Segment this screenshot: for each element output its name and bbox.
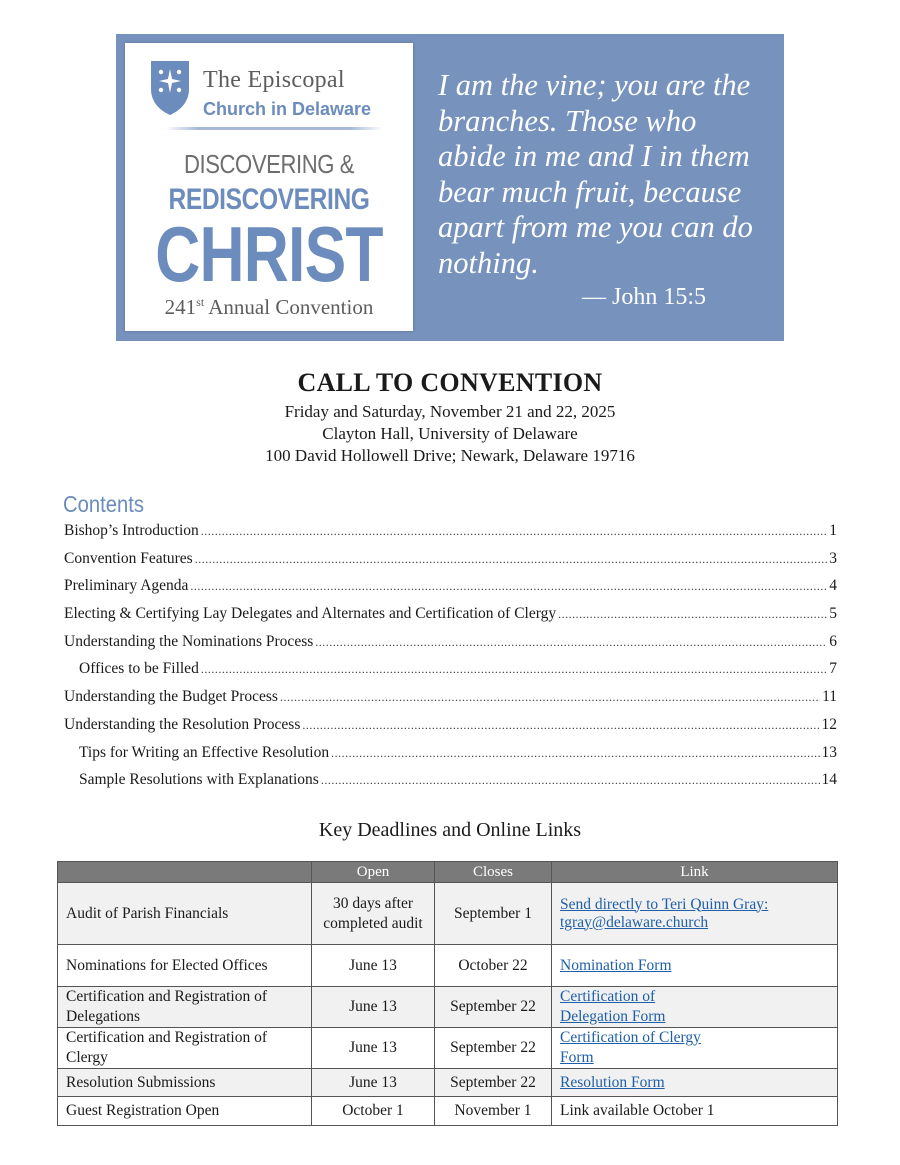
row-item: Nominations for Elected Offices xyxy=(58,945,312,987)
toc-entry-label: Understanding the Budget Process xyxy=(64,688,278,706)
toc-entry-label: Sample Resolutions with Explanations xyxy=(79,771,319,789)
toc-entry-label: Bishop’s Introduction xyxy=(64,522,199,539)
row-link-cell xyxy=(552,883,838,945)
header-link: Link xyxy=(552,862,838,883)
row-link-text: Link available October 1 xyxy=(552,1097,838,1126)
toc-entry-page: 1 xyxy=(829,522,837,539)
toc-entry[interactable] xyxy=(64,660,837,688)
scripture-citation: — John 15:5 xyxy=(582,284,707,310)
logo-divider xyxy=(165,127,383,130)
header-closes: Closes xyxy=(435,862,552,883)
row-open: June 13 xyxy=(312,1069,435,1097)
table-row xyxy=(58,945,838,987)
toc-entry[interactable] xyxy=(64,633,837,661)
toc-entry[interactable] xyxy=(64,716,837,744)
row-closes: September 22 xyxy=(435,1069,552,1097)
theme-line-3: CHRIST xyxy=(155,210,383,298)
toc-leader-dots xyxy=(280,688,820,706)
convention-label xyxy=(125,295,413,320)
row-closes: September 1 xyxy=(435,883,552,945)
resolution-form-link[interactable]: Resolution Form xyxy=(560,1073,665,1091)
convention-suffix: st xyxy=(196,295,205,309)
shield-cross-icon xyxy=(149,59,191,117)
row-closes: October 22 xyxy=(435,945,552,987)
convention-venue: Clayton Hall, University of Delaware xyxy=(322,424,578,443)
header-item xyxy=(58,862,312,883)
row-link-cell xyxy=(552,1069,838,1097)
toc-leader-dots xyxy=(190,577,827,595)
deadlines-heading: Key Deadlines and Online Links xyxy=(318,819,582,841)
nomination-form-link[interactable]: Nomination Form xyxy=(560,956,672,974)
page-title: CALL TO CONVENTION xyxy=(297,368,603,397)
toc-entry-page: 11 xyxy=(822,688,837,706)
row-item: Certification and Registration of Delegations xyxy=(58,987,312,1028)
toc-entry-page: 5 xyxy=(829,605,837,623)
row-open: 30 days after completed audit xyxy=(312,883,435,945)
toc-leader-dots xyxy=(558,605,827,623)
theme-line-1: DISCOVERING & xyxy=(183,149,355,179)
row-link-cell xyxy=(552,945,838,987)
delegation-certification-link[interactable]: Certification of Delegation Form xyxy=(560,988,666,1025)
convention-address: 100 David Hollowell Drive; Newark, Delaware 19716 xyxy=(265,446,635,465)
row-link-cell xyxy=(552,987,838,1028)
toc-entry-label: Preliminary Agenda xyxy=(64,577,189,595)
toc-entry-label: Electing & Certifying Lay Delegates and Alternates and Certification of Clergy xyxy=(64,605,557,623)
toc-entry-label: Understanding the Resolution Process xyxy=(64,715,301,733)
email-teri-gray-link[interactable]: Send directly to Teri Quinn Gray: tgray@delaware.church xyxy=(560,895,769,931)
toc-entry-page: 13 xyxy=(821,743,837,761)
row-closes: September 22 xyxy=(435,1028,552,1069)
toc-entry-page: 6 xyxy=(829,632,837,650)
toc-entry[interactable] xyxy=(64,550,837,578)
toc-entry[interactable] xyxy=(64,771,837,799)
row-item: Resolution Submissions xyxy=(58,1069,312,1097)
row-item: Certification and Registration of Clergy xyxy=(58,1028,312,1069)
toc-entry-label: Convention Features xyxy=(64,549,193,567)
scripture-quote: I am the vine; you are the branches. Those who abide in me and I in them bear much fruit, because apart from me you can do nothing. xyxy=(438,68,753,280)
toc-entry-label: Tips for Writing an Effective Resolution xyxy=(79,743,330,761)
row-open: June 13 xyxy=(312,945,435,987)
toc-entry[interactable] xyxy=(64,605,837,633)
church-name-line2: Church in Delaware xyxy=(203,99,372,119)
toc-entry[interactable] xyxy=(64,688,837,716)
toc-entry-page: 12 xyxy=(821,715,837,733)
convention-number: 241 xyxy=(164,295,197,319)
convention-banner xyxy=(116,34,784,341)
row-closes: November 1 xyxy=(435,1097,552,1126)
row-open: June 13 xyxy=(312,987,435,1028)
table-row xyxy=(58,883,838,945)
table-of-contents xyxy=(64,522,837,799)
toc-entry-label: Understanding the Nominations Process xyxy=(64,632,314,650)
table-header-row xyxy=(58,862,838,883)
row-open: October 1 xyxy=(312,1097,435,1126)
table-row xyxy=(58,1097,838,1126)
church-name-line1: The Episcopal xyxy=(203,67,345,93)
toc-leader-dots xyxy=(331,744,819,762)
theme-line-2: REDISCOVERING xyxy=(168,183,370,216)
header-open: Open xyxy=(312,862,435,883)
convention-dates: Friday and Saturday, November 21 and 22, 2025 xyxy=(284,402,616,421)
toc-leader-dots xyxy=(321,771,820,789)
toc-entry-label: Offices to be Filled xyxy=(79,660,199,678)
toc-leader-dots xyxy=(201,522,827,540)
row-item: Audit of Parish Financials xyxy=(58,883,312,945)
toc-entry[interactable] xyxy=(64,744,837,772)
toc-entry-page: 4 xyxy=(829,577,837,595)
toc-leader-dots xyxy=(195,550,828,568)
toc-leader-dots xyxy=(315,633,827,651)
row-open: June 13 xyxy=(312,1028,435,1069)
row-link-cell xyxy=(552,1028,838,1069)
toc-entry-page: 7 xyxy=(829,660,837,678)
deadlines-table xyxy=(57,861,838,1126)
row-closes: September 22 xyxy=(435,987,552,1028)
diocese-logo-card xyxy=(125,43,413,331)
table-row xyxy=(58,1028,838,1069)
toc-leader-dots xyxy=(302,716,819,734)
toc-entry-page: 14 xyxy=(821,771,837,789)
table-row xyxy=(58,987,838,1028)
toc-entry-page: 3 xyxy=(829,549,837,567)
contents-heading: Contents xyxy=(63,491,145,517)
convention-text: Annual Convention xyxy=(208,295,374,319)
toc-entry[interactable] xyxy=(64,522,837,550)
row-item: Guest Registration Open xyxy=(58,1097,312,1126)
table-row xyxy=(58,1069,838,1097)
clergy-certification-link[interactable]: Certification of Clergy Form xyxy=(560,1029,701,1066)
toc-leader-dots xyxy=(201,660,827,678)
toc-entry[interactable] xyxy=(64,577,837,605)
